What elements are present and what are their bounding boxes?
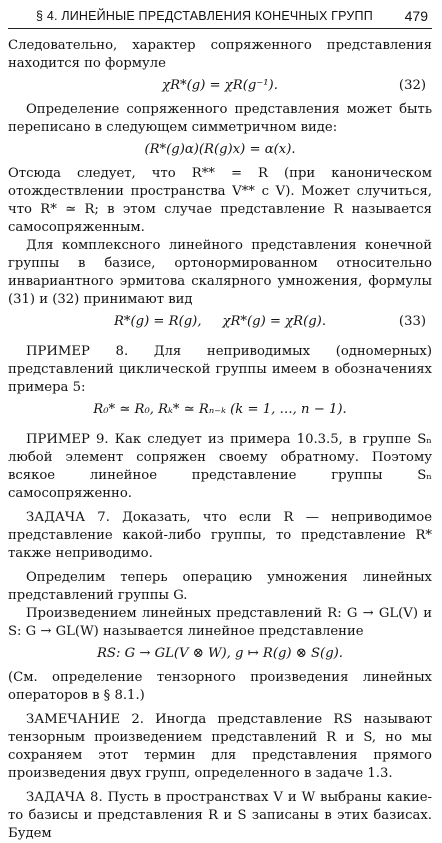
- formula-example-8-text: R₀* ≃ R₀, Rₖ* ≃ Rₙ₋ₖ (k = 1, …, n − 1).: [93, 402, 347, 417]
- running-header: [8, 6, 432, 29]
- formula-symmetric: [8, 141, 432, 159]
- formula-33-part-a: R*(g) = R(g),: [113, 314, 202, 329]
- paragraph-2: Определение сопряженного представления может быть переписано в следующем симметричном виде:: [8, 102, 432, 135]
- paragraph-10: (См. определение тензорного произведения линейных операторов в § 8.1.): [8, 670, 432, 703]
- formula-33-number: (33): [398, 314, 426, 329]
- formula-32-text: χR*(g) = χR(g⁻¹).: [162, 78, 278, 93]
- paragraph-1: Следовательно, характер сопряженного представления находится по формуле: [8, 38, 432, 71]
- remark-2: ЗАМЕЧАНИЕ 2. Иногда представление RS называют тензорным произведением представлений R и S, но мы сохраняем этот термин для представления прямого произведения двух групп, определенного в задаче 1.3.: [8, 712, 432, 781]
- formula-symmetric-text: (R*(g)α)(R(g)x) = α(x).: [144, 142, 296, 157]
- formula-product: [8, 645, 432, 663]
- problem-8: ЗАДАЧА 8. Пусть в пространствах V и W выбраны какие-то базисы и представления R и S записаны в этих базисах. Будем: [8, 790, 432, 841]
- formula-example-8: [8, 401, 432, 419]
- formula-32: [8, 77, 432, 95]
- paragraph-8: Определим теперь операцию умножения линейных представлений группы G.: [8, 570, 432, 603]
- example-9: ПРИМЕР 9. Как следует из примера 10.3.5, в группе Sₙ любой элемент сопряжен своему обратному. Поэтому всякое линейное представление группы Sₙ самосопряженно.: [8, 432, 432, 501]
- paragraph-4: Для комплексного линейного представления конечной группы в базисе, ортонормированном относительно инвариантного эрмитова скалярного умножения, формулы (31) и (32) принимают вид: [8, 238, 432, 307]
- example-8: ПРИМЕР 8. Для неприводимых (одномерных) представлений циклической группы имеем в обозначениях примера 5:: [8, 344, 432, 395]
- section-title: § 4. ЛИНЕЙНЫЕ ПРЕДСТАВЛЕНИЯ КОНЕЧНЫХ ГРУПП: [36, 9, 373, 23]
- definition-product: Произведением линейных представлений R: G → GL(V) и S: G → GL(W) называется линейное представление: [8, 606, 432, 639]
- paragraph-3: Отсюда следует, что R** = R (при каноническом отождествлении пространства V** с V). Может случиться, что R* ≃ R; в этом случае представление R называется самосопряженным.: [8, 166, 432, 235]
- formula-33: [8, 313, 432, 331]
- page-number: 479: [404, 8, 428, 24]
- formula-product-text: RS: G → GL(V ⊗ W), g ↦ R(g) ⊗ S(g).: [97, 646, 343, 661]
- formula-33-part-b: χR*(g) = χR(g).: [222, 314, 327, 329]
- problem-7: ЗАДАЧА 7. Доказать, что если R — неприводимое представление какой-либо группы, то представление R* также неприводимо.: [8, 510, 432, 561]
- formula-32-number: (32): [398, 78, 426, 93]
